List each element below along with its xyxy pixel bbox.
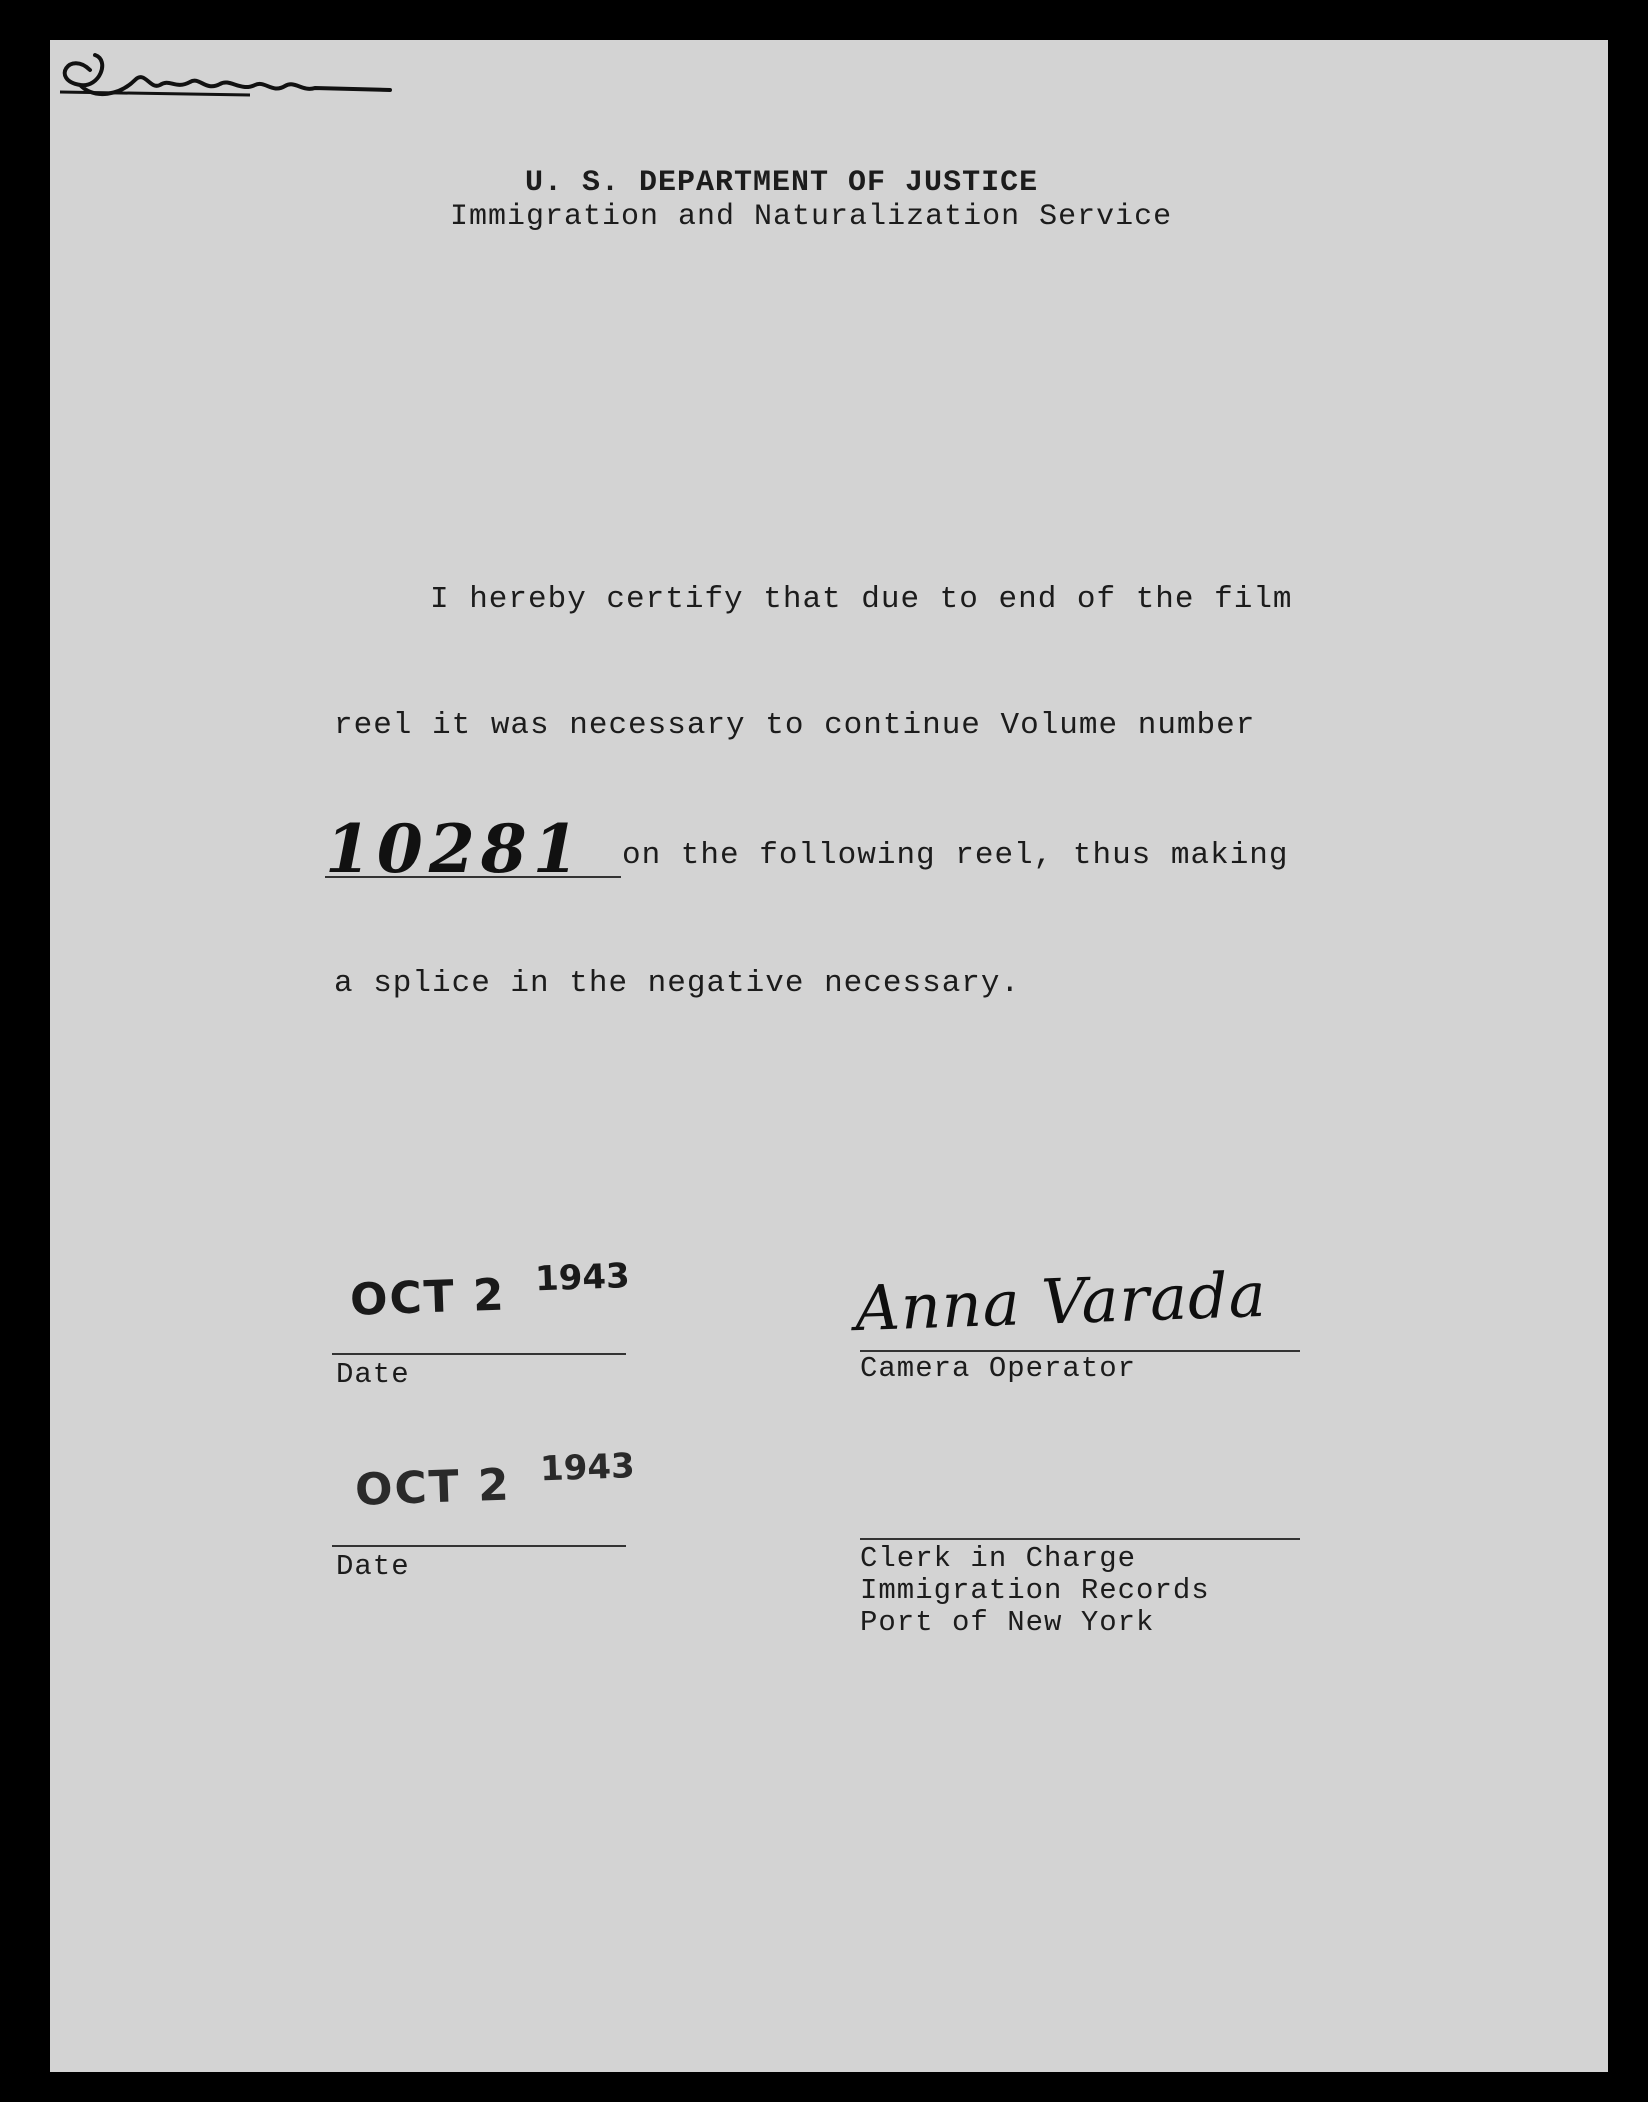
department-heading: U. S. DEPARTMENT OF JUSTICE [525, 166, 1039, 200]
date-1-label: Date [336, 1358, 410, 1391]
date-stamp-2-year: 1943 [539, 1446, 636, 1490]
volume-number-handwritten: 10281 [325, 810, 585, 888]
clerk-department-label: Immigration Records [860, 1574, 1210, 1607]
certify-line-1: I hereby certify that due to end of the film [430, 582, 1293, 617]
date-1-underline [332, 1353, 626, 1355]
date-stamp-2-month-day: OCT 2 [354, 1459, 512, 1516]
clerk-signature [50, 40, 470, 110]
clerk-location-label: Port of New York [860, 1606, 1155, 1639]
service-heading: Immigration and Naturalization Service [450, 200, 1173, 234]
date-2-underline [332, 1545, 626, 1547]
volume-number-underline [325, 876, 621, 878]
document-page [50, 40, 1608, 2072]
camera-operator-label: Camera Operator [860, 1352, 1137, 1385]
certify-line-2: reel it was necessary to continue Volume number [334, 708, 1256, 743]
date-stamp-2 [354, 1446, 636, 1516]
clerk-signature-line [860, 1538, 1300, 1540]
date-2-label: Date [336, 1550, 410, 1583]
clerk-title-label: Clerk in Charge [860, 1542, 1137, 1575]
certify-line-4: a splice in the negative necessary. [334, 966, 1021, 1001]
date-stamp-1-year: 1943 [534, 1256, 631, 1300]
camera-operator-signature: Anna Varada [853, 1257, 1268, 1346]
date-stamp-1-month-day: OCT 2 [349, 1269, 507, 1326]
certify-line-3: on the following reel, thus making [622, 838, 1289, 873]
date-stamp-1 [349, 1256, 631, 1326]
